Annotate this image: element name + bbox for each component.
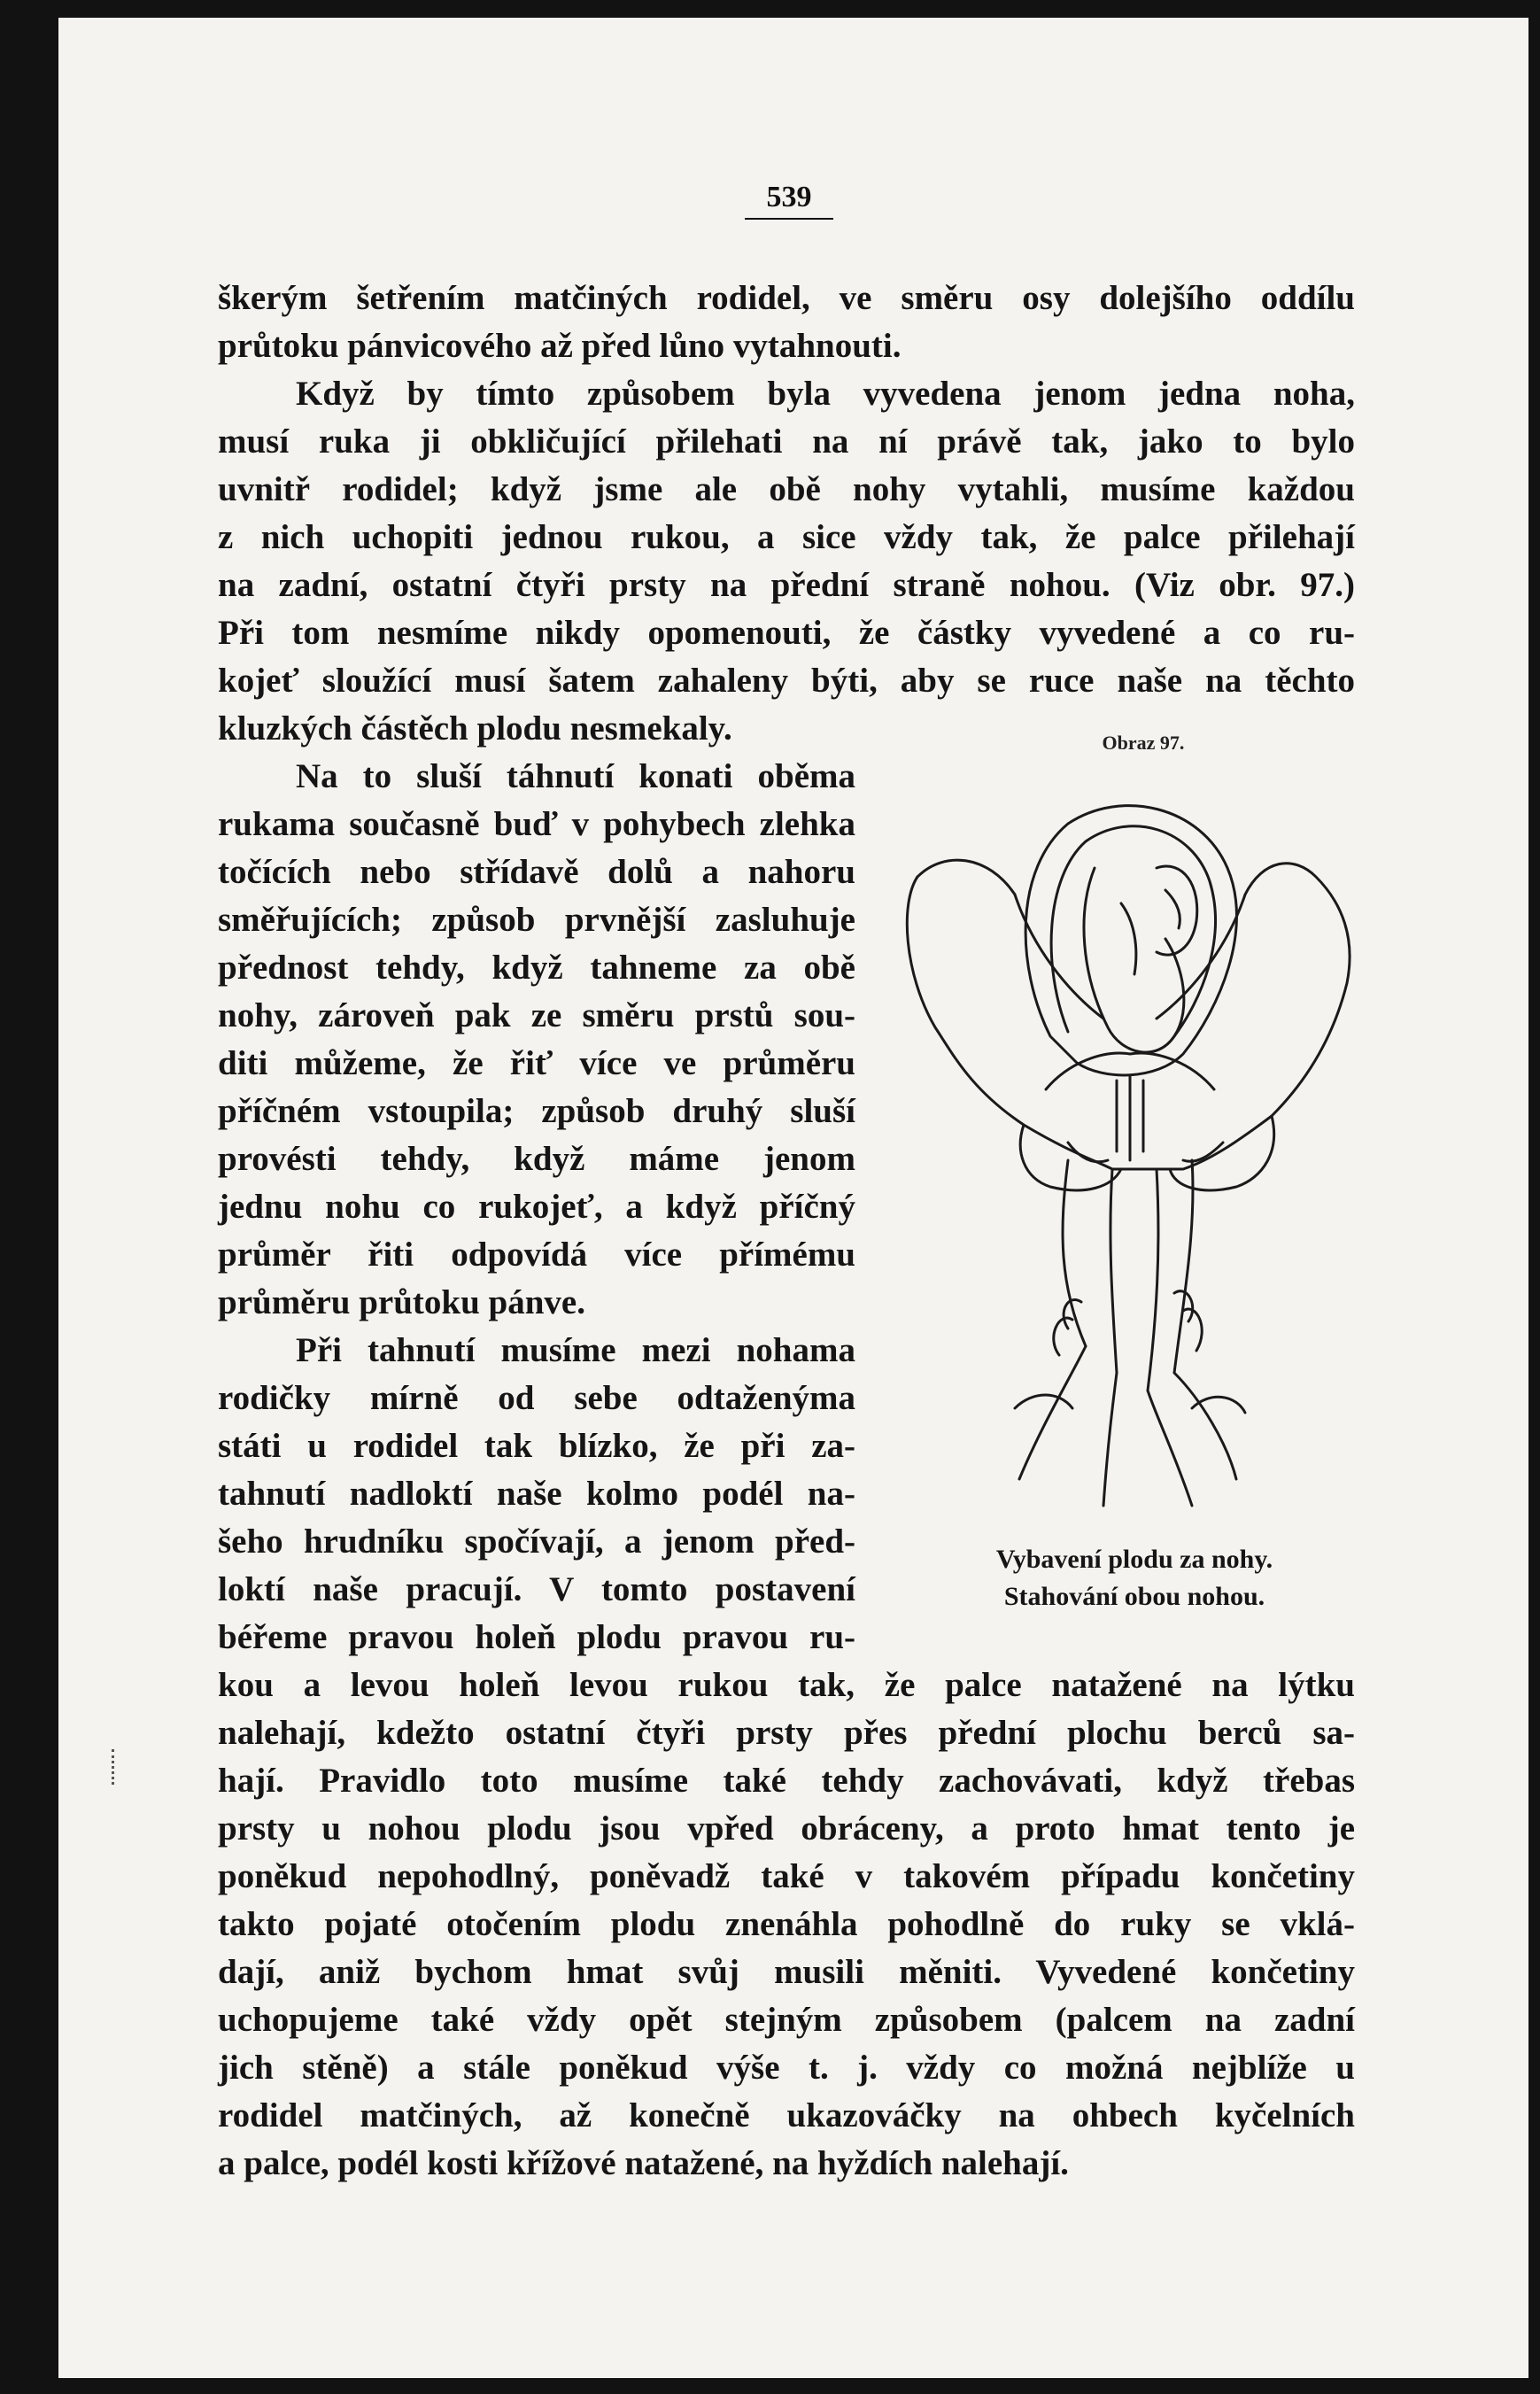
text-line: Když by tímto způsobem byla vyvedena jenom jedna noha,	[296, 375, 1355, 413]
text-line: uvnitř rodidel; když jsme ale obě nohy vytahli, musíme každou	[218, 470, 1355, 508]
text-line: nohy, zároveň pak ze směru prstů sou-	[218, 996, 855, 1034]
text-line: Na to sluší táhnutí konati oběma	[296, 757, 855, 795]
text-line: Při tom nesmíme nikdy opomenouti, že částky vyvedené a co ru-	[218, 614, 1355, 652]
text-line: z nich uchopiti jednou rukou, a sice vždy tak, že palce přilehají	[218, 518, 1355, 556]
caption-line: Vybavení plodu za nohy.	[995, 1545, 1273, 1574]
text-line: jich stěně) a stále poněkud výše t. j. vždy co možná nejblíže u	[218, 2049, 1355, 2087]
text-line: takto pojaté otočením plodu znenáhla pohodlně do ruky se vklá-	[218, 1905, 1355, 1943]
page-number: 539	[745, 181, 833, 220]
figure-caption	[935, 1541, 1334, 1615]
text-line: Při tahnutí musíme mezi nohama	[296, 1331, 855, 1369]
text-line: loktí naše pracují. V tomto postavení	[218, 1570, 855, 1608]
text-line: směřujících; způsob prvnější zasluhuje	[218, 901, 855, 939]
text-line: rukama současně buď v pohybech zlehka	[218, 805, 855, 843]
text-line: státi u rodidel tak blízko, že při za-	[218, 1427, 855, 1465]
figure-illustration	[891, 771, 1369, 1523]
text-line: kou a levou holeň levou rukou tak, že palce natažené na lýtku	[218, 1666, 1355, 1704]
text-line: nalehají, kdežto ostatní čtyři prsty přes přední plochu berců sa-	[218, 1714, 1355, 1752]
text-line: uchopujeme také vždy opět stejným způsobem (palcem na zadní	[218, 2001, 1355, 2039]
text-line: diti můžeme, že řiť více ve průměru	[218, 1044, 855, 1082]
text-line: prsty u nohou plodu jsou vpřed obráceny, a proto hmat tento je	[218, 1809, 1355, 1848]
text-line: béřeme pravou holeň plodu pravou ru-	[218, 1618, 855, 1656]
figure-title: Obraz 97.	[1102, 732, 1185, 754]
caption-line: Stahování obou nohou.	[1003, 1582, 1265, 1611]
text-line: průměr řiti odpovídá více přímému	[218, 1236, 855, 1274]
text-line: průtoku pánvicového až před lůno vytahnouti.	[218, 327, 902, 365]
text-line: hají. Pravidlo toto musíme také tehdy zachovávati, když třebas	[218, 1762, 1355, 1800]
text-line: šeho hrudníku spočívají, a jenom před-	[218, 1522, 855, 1561]
text-line: poněkud nepohodlný, poněvadž také v takovém případu končetiny	[218, 1857, 1355, 1895]
text-line: a palce, podél kosti křížové natažené, na hyždích nalehají.	[218, 2144, 1069, 2182]
text-line: jednu nohu co rukojeť, a když příčný	[218, 1188, 855, 1226]
text-line: průměru průtoku pánve.	[218, 1283, 585, 1321]
text-line: příčném vstoupila; způsob druhý sluší	[218, 1092, 855, 1130]
text-line: kluzkých částěch plodu nesmekaly.	[218, 709, 732, 748]
margin-mark	[112, 1749, 118, 1785]
text-line: škerým šetřením matčiných rodidel, ve směru osy dolejšího oddílu	[218, 279, 1355, 317]
text-line: dají, aniž bychom hmat svůj musili měniti. Vyvedené končetiny	[218, 1953, 1355, 1991]
text-line: kojeť sloužící musí šatem zahaleny býti, aby se ruce naše na těchto	[218, 662, 1355, 700]
text-line: přednost tehdy, když tahneme za obě	[218, 949, 855, 987]
text-line: točících nebo střídavě dolů a nahoru	[218, 853, 855, 891]
text-line: rodičky mírně od sebe odtaženýma	[218, 1379, 855, 1417]
text-line: rodidel matčiných, až konečně ukazováčky na ohbech kyčelních	[218, 2096, 1355, 2134]
text-line: musí ruka ji obkličující přilehati na ní právě tak, jako to bylo	[218, 422, 1355, 461]
book-page	[58, 18, 1528, 2378]
text-line: tahnutí nadloktí naše kolmo podél na-	[218, 1475, 855, 1513]
text-line: provésti tehdy, když máme jenom	[218, 1140, 855, 1178]
text-line: na zadní, ostatní čtyři prsty na přední straně nohou. (Viz obr. 97.)	[218, 566, 1355, 604]
